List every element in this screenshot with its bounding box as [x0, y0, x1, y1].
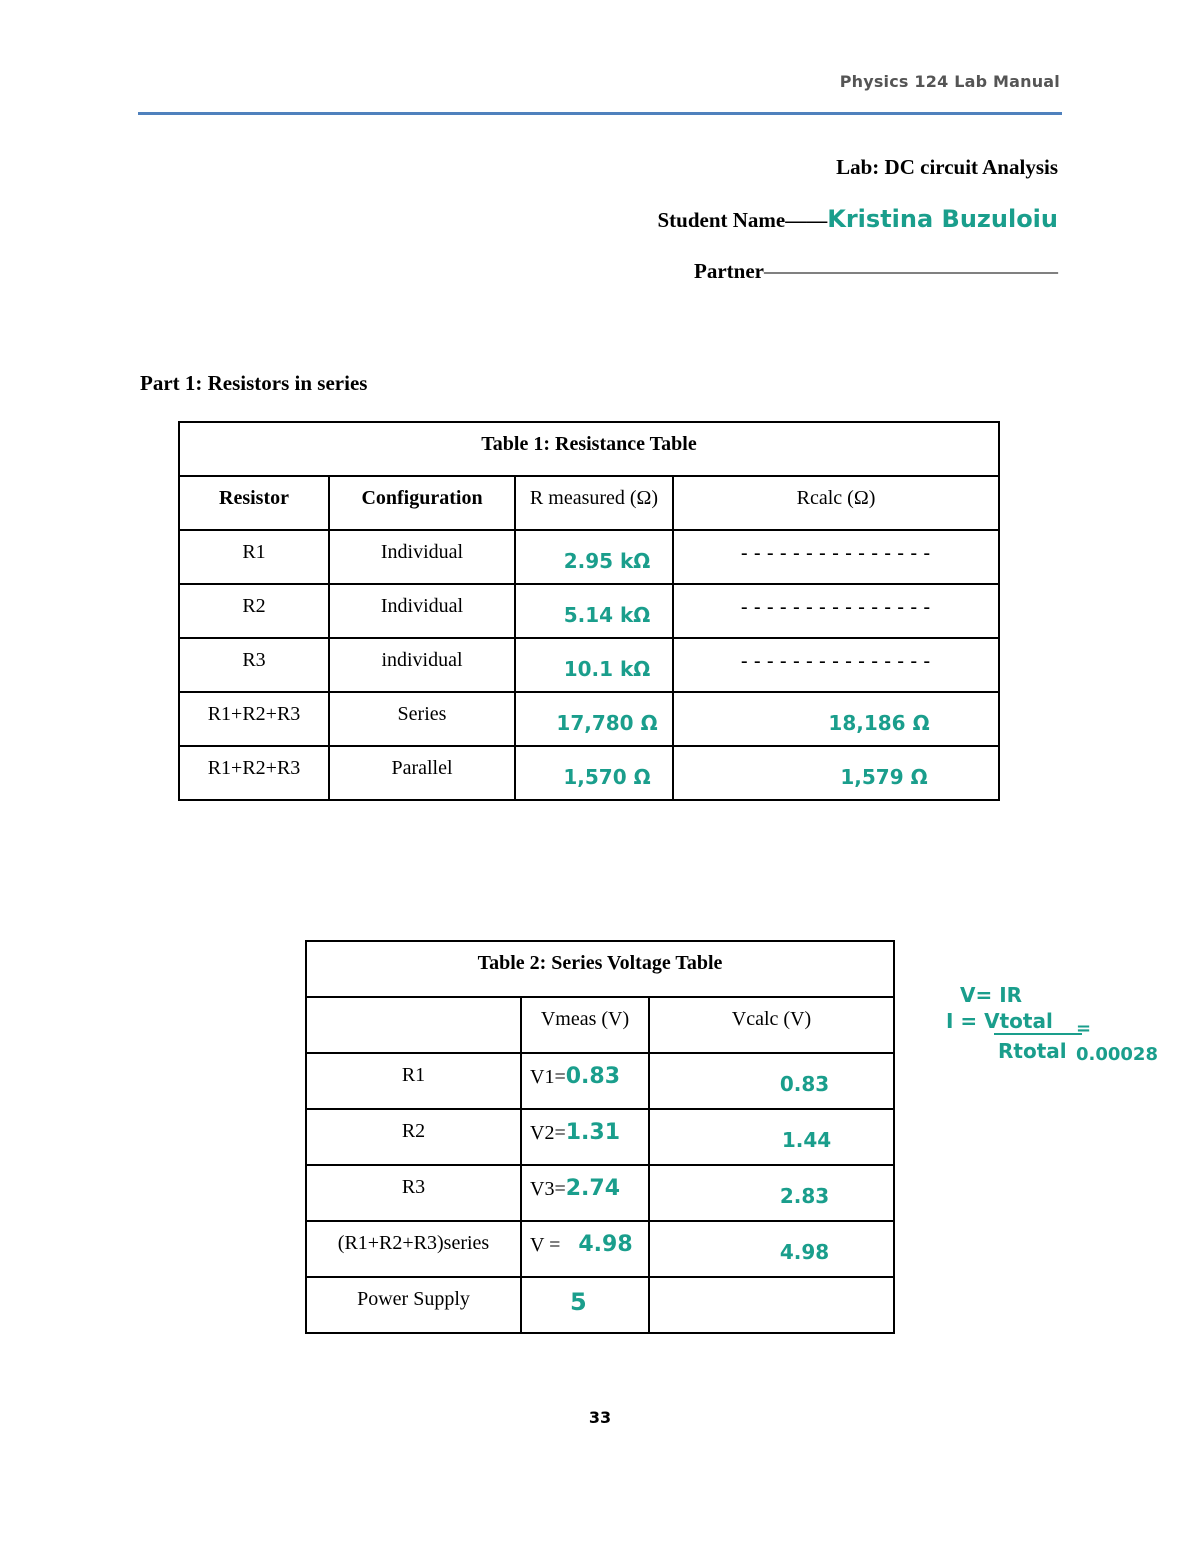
table-row [306, 1053, 894, 1109]
table1-measured: 2.95 kΩ [515, 530, 673, 584]
table2-calc [649, 1277, 894, 1333]
table-row [306, 1277, 894, 1333]
formula-current-numerator: I = Vtotal [946, 1009, 1053, 1033]
formula-line-ohms-law: V= IR [960, 983, 1023, 1007]
table2-calc: 2.83 [649, 1165, 894, 1221]
lab-title: Lab: DC circuit Analysis [836, 155, 1058, 179]
formula-line-denominator: Rtotal [998, 1039, 1067, 1063]
table-row [179, 584, 999, 638]
table2-meas-prefix: V1= [530, 1066, 566, 1088]
series-voltage-table [305, 940, 895, 1334]
table1-measured: 17,780 Ω [515, 692, 673, 746]
part1-heading: Part 1: Resistors in series [140, 371, 368, 395]
table2-meas-prefix: V2= [530, 1122, 566, 1144]
student-name-handwritten: Kristina Buzuloiu [827, 205, 1058, 233]
table1-calc: --------------- [673, 530, 999, 584]
table-row [179, 692, 999, 746]
table1-measured: 1,570 Ω [515, 746, 673, 800]
table2-calc: 4.98 [649, 1221, 894, 1277]
table1-resistor: R3 [179, 638, 329, 692]
table2-meas-cell [521, 1277, 649, 1333]
formula-result: = 0.00028 [1076, 1018, 1158, 1065]
table2-meas-prefix: V = [530, 1234, 561, 1256]
table1-calc: 18,186 Ω [673, 692, 999, 746]
table-row [306, 1109, 894, 1165]
table1-resistor: R2 [179, 584, 329, 638]
table1-header-r-measured: R measured (Ω) [515, 476, 673, 530]
table-row [306, 1165, 894, 1221]
table2-meas-value: 0.83 [565, 1064, 621, 1089]
table2-label: Power Supply [306, 1277, 521, 1333]
table2-meas-value: 2.74 [565, 1176, 621, 1201]
table1-measured: 10.1 kΩ [515, 638, 673, 692]
table2-meas-cell [521, 1165, 649, 1221]
fraction-bar [994, 1033, 1082, 1035]
student-name-field [657, 205, 1058, 233]
table2-calc: 0.83 [649, 1053, 894, 1109]
table2-label: R1 [306, 1053, 521, 1109]
table1-resistor: R1+R2+R3 [179, 692, 329, 746]
table2-meas-cell [521, 1109, 649, 1165]
table2-meas-value: 1.31 [565, 1120, 621, 1145]
handwritten-formula [946, 982, 1158, 1065]
table-row [179, 746, 999, 800]
table1-header-configuration: Configuration [329, 476, 515, 530]
header-rule [138, 112, 1062, 115]
partner-field [694, 259, 1058, 284]
student-name-label: Student Name [657, 208, 786, 232]
table2-caption: Table 2: Series Voltage Table [306, 941, 894, 997]
table2-meas-cell [521, 1053, 649, 1109]
table1-configuration: Individual [329, 584, 515, 638]
table1-measured: 5.14 kΩ [515, 584, 673, 638]
table2-label: R3 [306, 1165, 521, 1221]
table1-caption: Table 1: Resistance Table [179, 422, 999, 476]
table2-meas-prefix: V3= [530, 1178, 566, 1200]
table-row [179, 530, 999, 584]
partner-label: Partner [694, 259, 764, 283]
table1-configuration: Individual [329, 530, 515, 584]
student-name-line: —— [785, 208, 828, 232]
partner-line: —————————————— [764, 259, 1058, 283]
table2-label: R2 [306, 1109, 521, 1165]
table2-header-blank [306, 997, 521, 1053]
header-title: Physics 124 Lab Manual [839, 72, 1060, 91]
table2-meas-cell [521, 1221, 649, 1277]
table1-calc: 1,579 Ω [673, 746, 999, 800]
table1-configuration: individual [329, 638, 515, 692]
table1-resistor: R1+R2+R3 [179, 746, 329, 800]
table2-label: (R1+R2+R3)series [306, 1221, 521, 1277]
table1-calc: --------------- [673, 584, 999, 638]
table2-meas-value: 4.98 [578, 1232, 633, 1257]
table1-configuration: Parallel [329, 746, 515, 800]
table1-configuration: Series [329, 692, 515, 746]
table2-header-v-calc: Vcalc (V) [649, 997, 894, 1053]
table1-header-r-calc: Rcalc (Ω) [673, 476, 999, 530]
table2-header-v-meas: Vmeas (V) [521, 997, 649, 1053]
table2-calc: 1.44 [649, 1109, 894, 1165]
table2-meas-value: 5 [570, 1288, 587, 1316]
table1-resistor: R1 [179, 530, 329, 584]
table1-calc: --------------- [673, 638, 999, 692]
resistance-table [178, 421, 1000, 801]
table1-header-resistor: Resistor [179, 476, 329, 530]
table-row [306, 1221, 894, 1277]
page-number: 33 [588, 1408, 612, 1427]
table-row [179, 638, 999, 692]
